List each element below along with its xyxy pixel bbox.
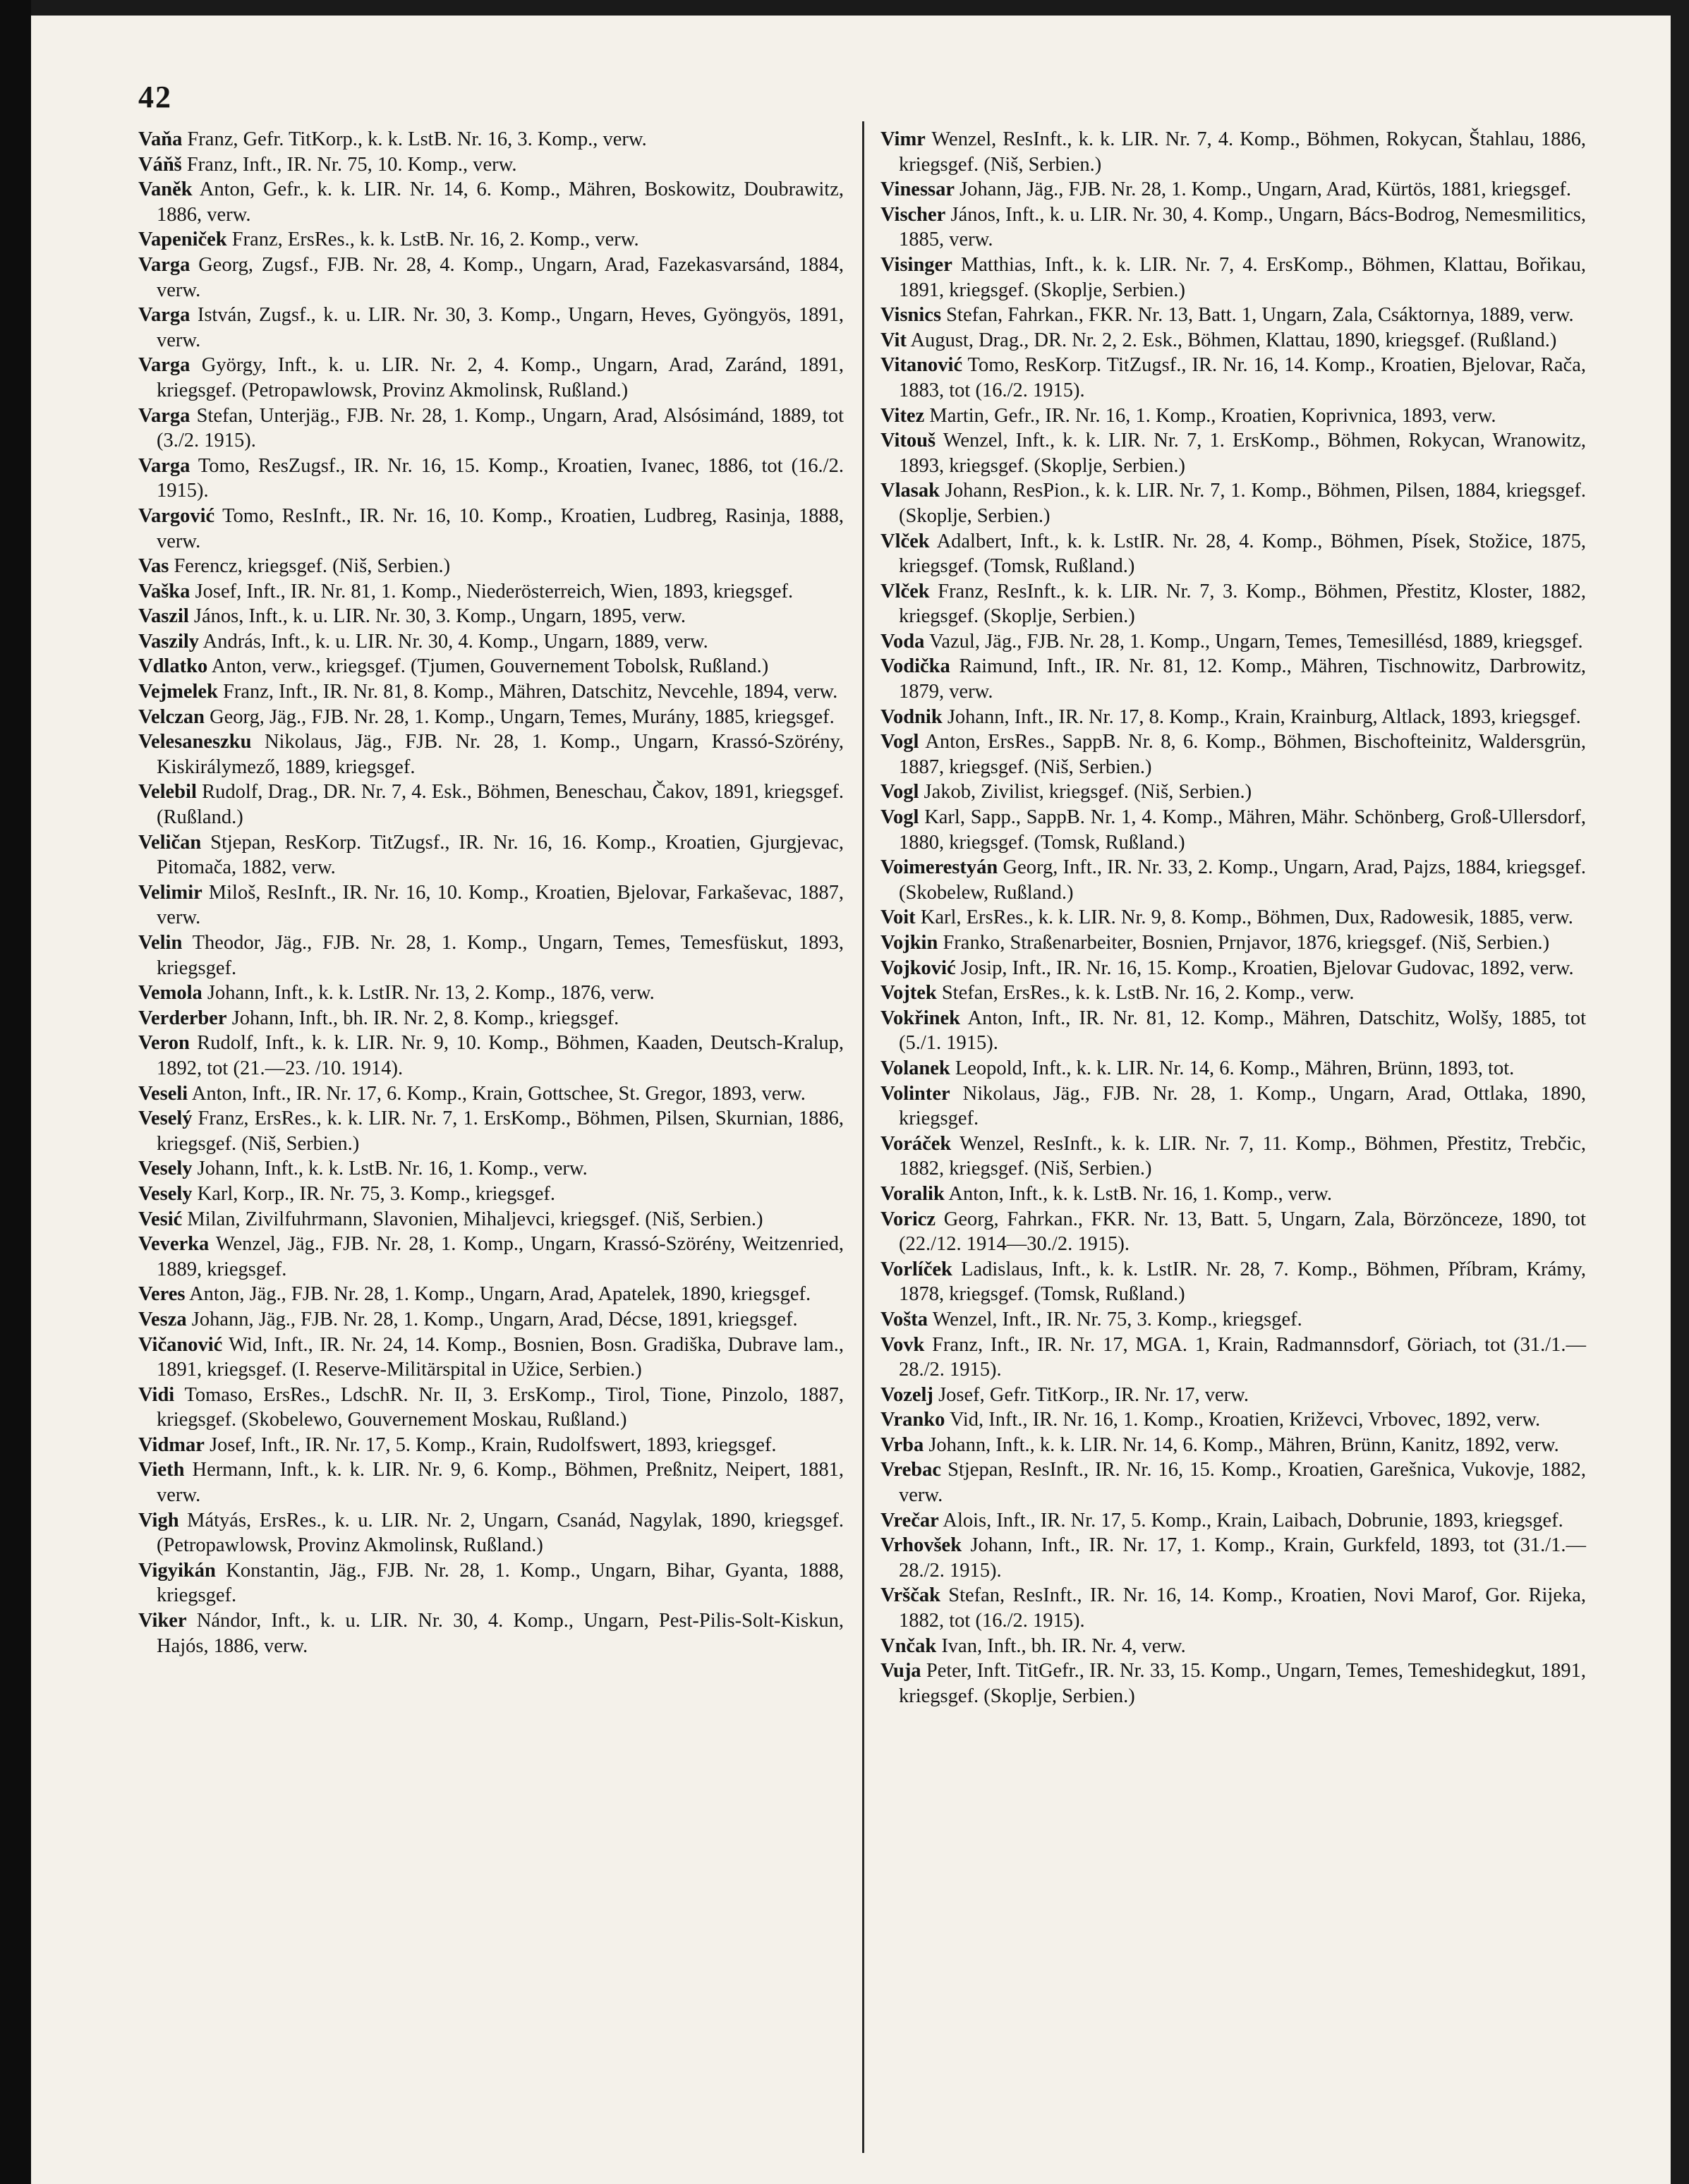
register-entry [138, 177, 844, 227]
register-entry [138, 127, 844, 152]
entry-details: Tomaso, ErsRes., LdschR. Nr. II, 3. ErsKomp., Tirol, Tione, Pinzolo, 1887, kriegsgef. (Skobelewo, Gouvernement Moskau, Rußland.) [157, 1383, 844, 1431]
entry-surname: Vogl [880, 781, 919, 803]
entry-details: Tomo, ResKorp. TitZugsf., IR. Nr. 16, 14. Komp., Kroatien, Bjelovar, Rača, 1883, tot (16./2. 1915). [899, 354, 1586, 401]
register-entry [138, 679, 844, 705]
register-entry [880, 805, 1586, 855]
entry-details: Stjepan, ResKorp. TitZugsf., IR. Nr. 16, 16. Komp., Kroatien, Gjurgjevac, Pitomača, 1882, verw. [157, 831, 844, 879]
entry-details: Franz, Inft., IR. Nr. 75, 10. Komp., verw. [186, 153, 517, 176]
entry-surname: Vojković [880, 957, 956, 979]
register-entry [880, 779, 1586, 805]
entry-details: Rudolf, Drag., DR. Nr. 7, 4. Esk., Böhmen, Beneschau, Čakov, 1891, kriegsgef. (Rußland.) [157, 781, 844, 829]
register-entry [880, 1583, 1586, 1633]
entry-details: Josef, Gefr. TitKorp., IR. Nr. 17, verw. [938, 1383, 1249, 1406]
entry-surname: Voda [880, 630, 925, 653]
register-entry [138, 629, 844, 655]
entry-surname: Veseli [138, 1082, 188, 1105]
entry-details: András, Inft., k. u. LIR. Nr. 30, 4. Komp., Ungarn, 1889, verw. [202, 630, 708, 653]
entry-surname: Volanek [880, 1057, 950, 1079]
register-entry [138, 705, 844, 730]
entry-surname: Volinter [880, 1082, 950, 1105]
register-entry [138, 504, 844, 554]
entry-details: Nikolaus, Jäg., FJB. Nr. 28, 1. Komp., Ungarn, Arad, Ottlaka, 1890, kriegsgef. [899, 1082, 1587, 1130]
register-entry [880, 905, 1586, 930]
entry-details: Johann, Jäg., FJB. Nr. 28, 1. Komp., Ungarn, Arad, Kürtös, 1881, kriegsgef. [959, 178, 1571, 201]
register-entry [138, 1383, 844, 1433]
register-entry [880, 1081, 1586, 1132]
register-entry [138, 353, 844, 403]
entry-details: Anton, Inft., IR. Nr. 81, 12. Komp., Mähren, Datschitz, Wolšy, 1885, tot (5./1. 1915). [899, 1007, 1586, 1055]
entry-details: Franz, Inft., IR. Nr. 81, 8. Komp., Mähren, Datschitz, Nevcehle, 1894, verw. [223, 681, 838, 703]
entry-details: Franko, Straßenarbeiter, Bosnien, Prnjavor, 1876, kriegsgef. (Niš, Serbien.) [943, 932, 1550, 954]
entry-details: Rudolf, Inft., k. k. LIR. Nr. 9, 10. Komp., Böhmen, Kaaden, Deutsch-Kralup, 1892, tot (21.—23. /10. 1914). [157, 1032, 844, 1079]
entry-surname: Varga [138, 454, 190, 477]
register-entry [138, 253, 844, 303]
register-entry [138, 1232, 844, 1282]
entry-details: Stjepan, ResInft., IR. Nr. 16, 15. Komp., Kroatien, Garešnica, Vukovje, 1882, verw. [899, 1459, 1586, 1507]
entry-details: Georg, Jäg., FJB. Nr. 28, 1. Komp., Ungarn, Temes, Murány, 1885, kriegsgef. [210, 705, 835, 728]
entry-details: Georg, Inft., IR. Nr. 33, 2. Komp., Ungarn, Arad, Pajzs, 1884, kriegsgef. (Skobelew, Rußland.) [899, 856, 1587, 904]
entry-details: Franz, ErsRes., k. k. LstB. Nr. 16, 2. Komp., verw. [231, 229, 639, 251]
entry-surname: Vargović [138, 504, 215, 527]
entry-surname: Vlček [880, 530, 930, 552]
entry-details: Stefan, ResInft., IR. Nr. 16, 14. Komp., Kroatien, Novi Marof, Gor. Rijeka, 1882, tot (16./2. 1915). [899, 1584, 1586, 1632]
entry-surname: Vozelj [880, 1383, 933, 1406]
register-entry [138, 1006, 844, 1031]
register-entry [880, 956, 1586, 981]
entry-details: Wenzel, ResInft., k. k. LIR. Nr. 7, 11. Komp., Böhmen, Přestitz, Trebčic, 1882, kriegsgef. (Niš, Serbien.) [899, 1132, 1586, 1180]
entry-surname: Vuja [880, 1660, 921, 1682]
register-entry [138, 1608, 844, 1658]
entry-surname: Vodička [880, 655, 950, 678]
register-entry [138, 1182, 844, 1207]
entry-surname: Vlček [880, 580, 930, 602]
register-entry [138, 654, 844, 679]
register-entry [880, 1533, 1586, 1583]
entry-details: Johann, Inft., k. k. LstIR. Nr. 13, 2. Komp., 1876, verw. [207, 982, 655, 1005]
entry-surname: Varga [138, 354, 190, 377]
register-entry [880, 930, 1586, 956]
register-entry [138, 1433, 844, 1458]
page-number: 42 [138, 80, 172, 114]
register-entry [138, 1282, 844, 1307]
entry-surname: Vidi [138, 1383, 175, 1406]
entry-surname: Vlasak [880, 480, 940, 502]
register-entry [880, 1006, 1586, 1056]
entry-surname: Vogl [880, 806, 919, 829]
entry-details: Josip, Inft., IR. Nr. 16, 15. Komp., Kroatien, Bjelovar Gudovac, 1892, verw. [960, 957, 1574, 979]
entry-details: Johann, ResPion., k. k. LIR. Nr. 7, 1. Komp., Böhmen, Pilsen, 1884, kriegsgef. (Skoplje, Serbien.) [899, 480, 1587, 527]
entry-surname: Vas [138, 555, 169, 578]
entry-surname: Varga [138, 304, 190, 327]
entry-details: Wenzel, Inft., IR. Nr. 75, 3. Komp., kriegsgef. [932, 1308, 1302, 1330]
register-entry [880, 855, 1586, 905]
entry-details: Theodor, Jäg., FJB. Nr. 28, 1. Komp., Ungarn, Temes, Temesfüskut, 1893, kriegsgef. [157, 932, 844, 979]
entry-surname: Vorlíček [880, 1258, 952, 1280]
entry-surname: Vaszily [138, 630, 200, 653]
entry-details: Peter, Inft. TitGefr., IR. Nr. 33, 15. Komp., Ungarn, Temes, Temeshidegkut, 1891, kriegsgef. (Skoplje, Serbien.) [899, 1660, 1586, 1707]
entry-surname: Vit [880, 329, 907, 351]
scan-border-right [1671, 0, 1689, 2184]
entry-surname: Vrebac [880, 1459, 942, 1481]
entry-details: Stefan, Fahrkan., FKR. Nr. 13, Batt. 1, Ungarn, Zala, Csáktornya, 1889, verw. [946, 304, 1574, 327]
register-entry [138, 1307, 844, 1333]
entry-details: Karl, ErsRes., k. k. LIR. Nr. 9, 8. Komp., Böhmen, Dux, Radowesik, 1885, verw. [920, 906, 1573, 929]
register-entry [138, 579, 844, 605]
register-entry [880, 1182, 1586, 1207]
entry-details: Karl, Sapp., SappB. Nr. 1, 4. Komp., Mähren, Mähr. Schönberg, Groß-Ullersdorf, 1880, kriegsgef. (Tomsk, Rußland.) [899, 806, 1586, 854]
entry-surname: Vdlatko [138, 655, 208, 678]
entry-details: Franz, Gefr. TitKorp., k. k. LstB. Nr. 16, 3. Komp., verw. [187, 128, 647, 150]
register-entry [880, 705, 1586, 730]
entry-surname: Visinger [880, 253, 952, 276]
column-divider [862, 121, 864, 2153]
register-entry [138, 779, 844, 830]
register-entry [880, 127, 1586, 177]
entry-surname: Vitanović [880, 354, 963, 377]
entry-surname: Vošta [880, 1308, 928, 1330]
entry-surname: Vrhovšek [880, 1534, 962, 1557]
register-entry [880, 529, 1586, 579]
entry-surname: Vitez [880, 404, 925, 427]
entry-details: Mátyás, ErsRes., k. u. LIR. Nr. 2, Ungarn, Csanád, Nagylak, 1890, kriegsgef. (Petropawlowsk, Provinz Akmolinsk, Rußland.) [157, 1509, 844, 1557]
register-entry [880, 654, 1586, 704]
entry-details: August, Drag., DR. Nr. 2, 2. Esk., Böhmen, Klattau, 1890, kriegsgef. (Rußland.) [910, 329, 1557, 351]
register-entry [138, 880, 844, 930]
entry-details: Tomo, ResInft., IR. Nr. 16, 10. Komp., Kroatien, Ludbreg, Rasinja, 1888, verw. [157, 504, 844, 552]
register-entry [880, 177, 1586, 202]
entry-details: György, Inft., k. u. LIR. Nr. 2, 4. Komp., Ungarn, Arad, Zaránd, 1891, kriegsgef. (Petropawlowsk, Provinz Akmolinsk, Rußland.) [157, 354, 844, 401]
register-entry [138, 152, 844, 178]
register-entry [138, 1156, 844, 1182]
entry-details: Hermann, Inft., k. k. LIR. Nr. 9, 6. Komp., Böhmen, Preßnitz, Neipert, 1881, verw. [157, 1459, 844, 1507]
register-entry [138, 930, 844, 981]
entry-surname: Varga [138, 253, 190, 276]
entry-details: Johann, Inft., IR. Nr. 17, 8. Komp., Krain, Krainburg, Altlack, 1893, kriegsgef. [947, 705, 1581, 728]
register-entry [138, 227, 844, 253]
register-entry [880, 1056, 1586, 1081]
register-entry [880, 353, 1586, 403]
register-entry [138, 1081, 844, 1107]
register-entry [138, 404, 844, 454]
entry-surname: Vrba [880, 1433, 924, 1456]
entry-details: Johann, Jäg., FJB. Nr. 28, 1. Komp., Ungarn, Arad, Décse, 1891, kriegsgef. [191, 1308, 798, 1330]
register-entry [880, 629, 1586, 655]
entry-surname: Vaszil [138, 605, 189, 628]
entry-surname: Vogl [880, 731, 919, 753]
register-entry [138, 981, 844, 1006]
entry-surname: Vimr [880, 128, 926, 150]
entry-details: Wenzel, Inft., k. k. LIR. Nr. 7, 1. ErsKomp., Böhmen, Rokycan, Wranowitz, 1893, kriegsgef. (Skoplje, Serbien.) [899, 430, 1586, 477]
register-entry [138, 830, 844, 880]
register-entry [880, 1132, 1586, 1182]
entry-surname: Varga [138, 404, 190, 427]
register-entry [138, 1207, 844, 1232]
entry-surname: Voráček [880, 1132, 952, 1155]
entry-surname: Vidmar [138, 1433, 205, 1456]
entry-details: Ivan, Inft., bh. IR. Nr. 4, verw. [941, 1634, 1186, 1657]
entry-details: István, Zugsf., k. u. LIR. Nr. 30, 3. Komp., Ungarn, Heves, Gyöngyös, 1891, verw. [157, 304, 844, 351]
entry-surname: Vinessar [880, 178, 955, 201]
entry-surname: Voricz [880, 1208, 936, 1230]
register-entry [880, 1307, 1586, 1333]
register-entry [880, 981, 1586, 1006]
entry-details: Georg, Fahrkan., FKR. Nr. 13, Batt. 5, Ungarn, Zala, Börzönceze, 1890, tot (22./12. 1914—30./2. 1915). [899, 1208, 1586, 1256]
entry-surname: Veselý [138, 1108, 193, 1130]
entry-surname: Vesza [138, 1308, 187, 1330]
entry-details: Matthias, Inft., k. k. LIR. Nr. 7, 4. ErsKomp., Böhmen, Klattau, Bořikau, 1891, kriegsgef. (Skoplje, Serbien.) [899, 253, 1586, 301]
entry-details: Wenzel, Jäg., FJB. Nr. 28, 1. Komp., Ungarn, Krassó-Szörény, Weitzenried, 1889, kriegsgef. [157, 1233, 844, 1280]
entry-surname: Vojtek [880, 982, 937, 1005]
entry-surname: Vieth [138, 1459, 185, 1481]
entry-surname: Viker [138, 1610, 187, 1632]
entry-details: Adalbert, Inft., k. k. LstIR. Nr. 28, 4. Komp., Böhmen, Písek, Stožice, 1875, kriegsgef. (Tomsk, Rußland.) [899, 530, 1587, 578]
register-entry [880, 328, 1586, 353]
entry-details: Anton, ErsRes., SappB. Nr. 8, 6. Komp., Böhmen, Bischofteinitz, Waldersgrün, 1887, kriegsgef. (Niš, Serbien.) [899, 731, 1586, 778]
entry-surname: Vaška [138, 580, 190, 602]
entry-details: Ferencz, kriegsgef. (Niš, Serbien.) [174, 555, 451, 578]
entry-details: Johann, Inft., k. k. LIR. Nr. 14, 6. Komp., Mähren, Brünn, Kanitz, 1892, verw. [928, 1433, 1559, 1456]
register-entry [880, 1508, 1586, 1534]
entry-details: János, Inft., k. u. LIR. Nr. 30, 3. Komp., Ungarn, 1895, verw. [193, 605, 686, 628]
entry-details: Johann, Inft., bh. IR. Nr. 2, 8. Komp., kriegsgef. [231, 1007, 619, 1029]
register-entry [880, 478, 1586, 528]
entry-surname: Váňš [138, 153, 182, 176]
register-entry [880, 1333, 1586, 1383]
register-entry [138, 604, 844, 629]
entry-surname: Velesaneszku [138, 731, 252, 753]
entry-details: Vazul, Jäg., FJB. Nr. 28, 1. Komp., Ungarn, Temes, Temesillésd, 1889, kriegsgef. [928, 630, 1583, 653]
entry-surname: Vaňa [138, 128, 183, 150]
register-entry [880, 404, 1586, 429]
register-entry [138, 1558, 844, 1608]
register-entry [880, 1257, 1586, 1307]
entry-surname: Vesić [138, 1208, 183, 1230]
register-entry [138, 1031, 844, 1081]
entry-details: Franz, Inft., IR. Nr. 17, MGA. 1, Krain, Radmannsdorf, Göriach, tot (31./1.—28./2. 1915). [899, 1333, 1586, 1381]
entry-surname: Velimir [138, 881, 202, 904]
entry-surname: Vnčak [880, 1634, 937, 1657]
entry-details: Raimund, Inft., IR. Nr. 81, 12. Komp., Mähren, Tischnowitz, Darbrowitz, 1879, verw. [899, 655, 1586, 703]
entry-surname: Vitouš [880, 430, 936, 452]
register-entry [880, 253, 1586, 303]
entry-details: Franz, ResInft., k. k. LIR. Nr. 7, 3. Komp., Böhmen, Přestitz, Kloster, 1882, kriegsgef. (Skoplje, Serbien.) [899, 580, 1586, 628]
scan-border-left [0, 0, 31, 2184]
entry-surname: Vesely [138, 1182, 193, 1205]
entry-details: Anton, Jäg., FJB. Nr. 28, 1. Komp., Ungarn, Arad, Apatelek, 1890, kriegsgef. [189, 1283, 811, 1306]
entry-surname: Vičanović [138, 1333, 223, 1356]
register-entry [138, 554, 844, 579]
entry-details: Ladislaus, Inft., k. k. LstIR. Nr. 28, 7. Komp., Böhmen, Příbram, Krámy, 1878, kriegsgef. (Tomsk, Rußland.) [899, 1258, 1586, 1306]
entry-surname: Vigyikán [138, 1559, 216, 1582]
entry-details: Georg, Zugsf., FJB. Nr. 28, 4. Komp., Ungarn, Arad, Fazekasvarsánd, 1884, verw. [157, 253, 844, 301]
entry-surname: Vejmelek [138, 681, 218, 703]
entry-details: Anton, Inft., IR. Nr. 17, 6. Komp., Krain, Gottschee, St. Gregor, 1893, verw. [191, 1082, 806, 1105]
entry-details: Wenzel, ResInft., k. k. LIR. Nr. 7, 4. Komp., Böhmen, Rokycan, Štahlau, 1886, kriegsgef. (Niš, Serbien.) [899, 128, 1586, 176]
entry-details: Josef, Inft., IR. Nr. 17, 5. Komp., Krain, Rudolfswert, 1893, kriegsgef. [210, 1433, 777, 1456]
register-entry [880, 579, 1586, 629]
register-entry [138, 729, 844, 779]
entry-details: Franz, ErsRes., k. k. LIR. Nr. 7, 1. ErsKomp., Böhmen, Pilsen, Skurnian, 1886, kriegsgef. (Niš, Serbien.) [157, 1108, 844, 1155]
register-entry [880, 303, 1586, 328]
entry-surname: Vapeniček [138, 229, 227, 251]
register-entry [138, 454, 844, 504]
entry-surname: Vojkin [880, 932, 938, 954]
entry-surname: Verderber [138, 1007, 227, 1029]
entry-surname: Velin [138, 932, 183, 954]
register-entry [138, 1457, 844, 1507]
entry-details: Nikolaus, Jäg., FJB. Nr. 28, 1. Komp., Ungarn, Krassó-Szörény, Kiskirálymező, 1889, kriegsgef. [157, 731, 844, 778]
entry-details: Alois, Inft., IR. Nr. 17, 5. Komp., Krain, Laibach, Dobrunie, 1893, kriegsgef. [943, 1509, 1563, 1531]
entry-details: Tomo, ResZugsf., IR. Nr. 16, 15. Komp., Kroatien, Ivanec, 1886, tot (16./2. 1915). [157, 454, 844, 502]
register-entry [880, 1207, 1586, 1257]
entry-details: Karl, Korp., IR. Nr. 75, 3. Komp., kriegsgef. [197, 1182, 556, 1205]
entry-surname: Voimerestyán [880, 856, 998, 879]
entry-details: Nándor, Inft., k. u. LIR. Nr. 30, 4. Komp., Ungarn, Pest-Pilis-Solt-Kiskun, Hajós, 1886, verw. [157, 1610, 844, 1657]
entry-surname: Vigh [138, 1509, 179, 1531]
register-entry [880, 1433, 1586, 1458]
register-entry [880, 1457, 1586, 1507]
entry-details: Jakob, Zivilist, kriegsgef. (Niš, Serbien.) [924, 781, 1252, 803]
entry-details: Martin, Gefr., IR. Nr. 16, 1. Komp., Kroatien, Koprivnica, 1893, verw. [929, 404, 1496, 427]
entry-details: Stefan, ErsRes., k. k. LstB. Nr. 16, 2. Komp., verw. [941, 982, 1355, 1005]
entry-surname: Veverka [138, 1233, 210, 1256]
entry-details: Johann, Inft., k. k. LstB. Nr. 16, 1. Komp., verw. [197, 1158, 588, 1180]
entry-surname: Visnics [880, 304, 942, 327]
entry-surname: Voit [880, 906, 916, 929]
entry-surname: Velczan [138, 705, 205, 728]
register-entry [880, 1658, 1586, 1709]
left-column [138, 127, 844, 1658]
entry-details: Vid, Inft., IR. Nr. 16, 1. Komp., Kroatien, Križevci, Vrbovec, 1892, verw. [949, 1409, 1541, 1431]
entry-details: Wid, Inft., IR. Nr. 24, 14. Komp., Bosnien, Bosn. Gradiška, Dubrave lam., 1891, kriegsgef. (I. Reserve-Militärspital in Užice, Serbien.) [157, 1333, 844, 1381]
entry-details: János, Inft., k. u. LIR. Nr. 30, 4. Komp., Ungarn, Bács-Bodrog, Nemesmilitics, 1885, verw. [899, 203, 1586, 251]
entry-surname: Vovk [880, 1333, 925, 1356]
entry-details: Miloš, ResInft., IR. Nr. 16, 10. Komp., Kroatien, Bjelovar, Farkaševac, 1887, verw. [157, 881, 844, 929]
register-entry [138, 1508, 844, 1558]
register-entry [880, 1634, 1586, 1659]
entry-details: Johann, Inft., IR. Nr. 17, 1. Komp., Krain, Gurkfeld, 1893, tot (31./1.—28./2. 1915). [899, 1534, 1586, 1582]
entry-surname: Vodnik [880, 705, 943, 728]
entry-details: Anton, Gefr., k. k. LIR. Nr. 14, 6. Komp., Mähren, Boskowitz, Doubrawitz, 1886, verw. [157, 178, 844, 226]
entry-surname: Velebil [138, 781, 197, 803]
entry-surname: Vemola [138, 982, 202, 1005]
register-entry [880, 202, 1586, 253]
entry-details: Anton, verw., kriegsgef. (Tjumen, Gouvernement Tobolsk, Rußland.) [211, 655, 769, 678]
entry-details: Leopold, Inft., k. k. LIR. Nr. 14, 6. Komp., Mähren, Brünn, 1893, tot. [955, 1057, 1515, 1079]
entry-surname: Veron [138, 1032, 190, 1055]
entry-surname: Vrečar [880, 1509, 939, 1531]
entry-surname: Vrščak [880, 1584, 940, 1607]
register-entry [138, 1333, 844, 1383]
entry-details: Josef, Inft., IR. Nr. 81, 1. Komp., Niederösterreich, Wien, 1893, kriegsgef. [195, 580, 794, 602]
entry-details: Konstantin, Jäg., FJB. Nr. 28, 1. Komp., Ungarn, Bihar, Gyanta, 1888, kriegsgef. [157, 1559, 844, 1607]
entry-surname: Veres [138, 1283, 186, 1306]
entry-surname: Vesely [138, 1158, 193, 1180]
entry-details: Milan, Zivilfuhrmann, Slavonien, Mihaljevci, kriegsgef. (Niš, Serbien.) [187, 1208, 763, 1230]
entry-details: Anton, Inft., k. k. LstB. Nr. 16, 1. Komp., verw. [948, 1182, 1332, 1205]
entry-surname: Veličan [138, 831, 202, 854]
register-entry [138, 303, 844, 353]
register-entry [880, 1383, 1586, 1408]
register-entry [880, 428, 1586, 478]
right-column [880, 127, 1586, 1709]
register-entry [880, 1407, 1586, 1433]
scan-border-top [0, 0, 1689, 16]
entry-surname: Vischer [880, 203, 946, 226]
entry-surname: Vaněk [138, 178, 193, 201]
register-entry [138, 1106, 844, 1156]
entry-details: Stefan, Unterjäg., FJB. Nr. 28, 1. Komp., Ungarn, Arad, Alsósimánd, 1889, tot (3./2. 1915). [157, 404, 844, 452]
entry-surname: Voralik [880, 1182, 945, 1205]
entry-surname: Vranko [880, 1409, 945, 1431]
register-entry [880, 729, 1586, 779]
entry-surname: Vokřinek [880, 1007, 960, 1029]
